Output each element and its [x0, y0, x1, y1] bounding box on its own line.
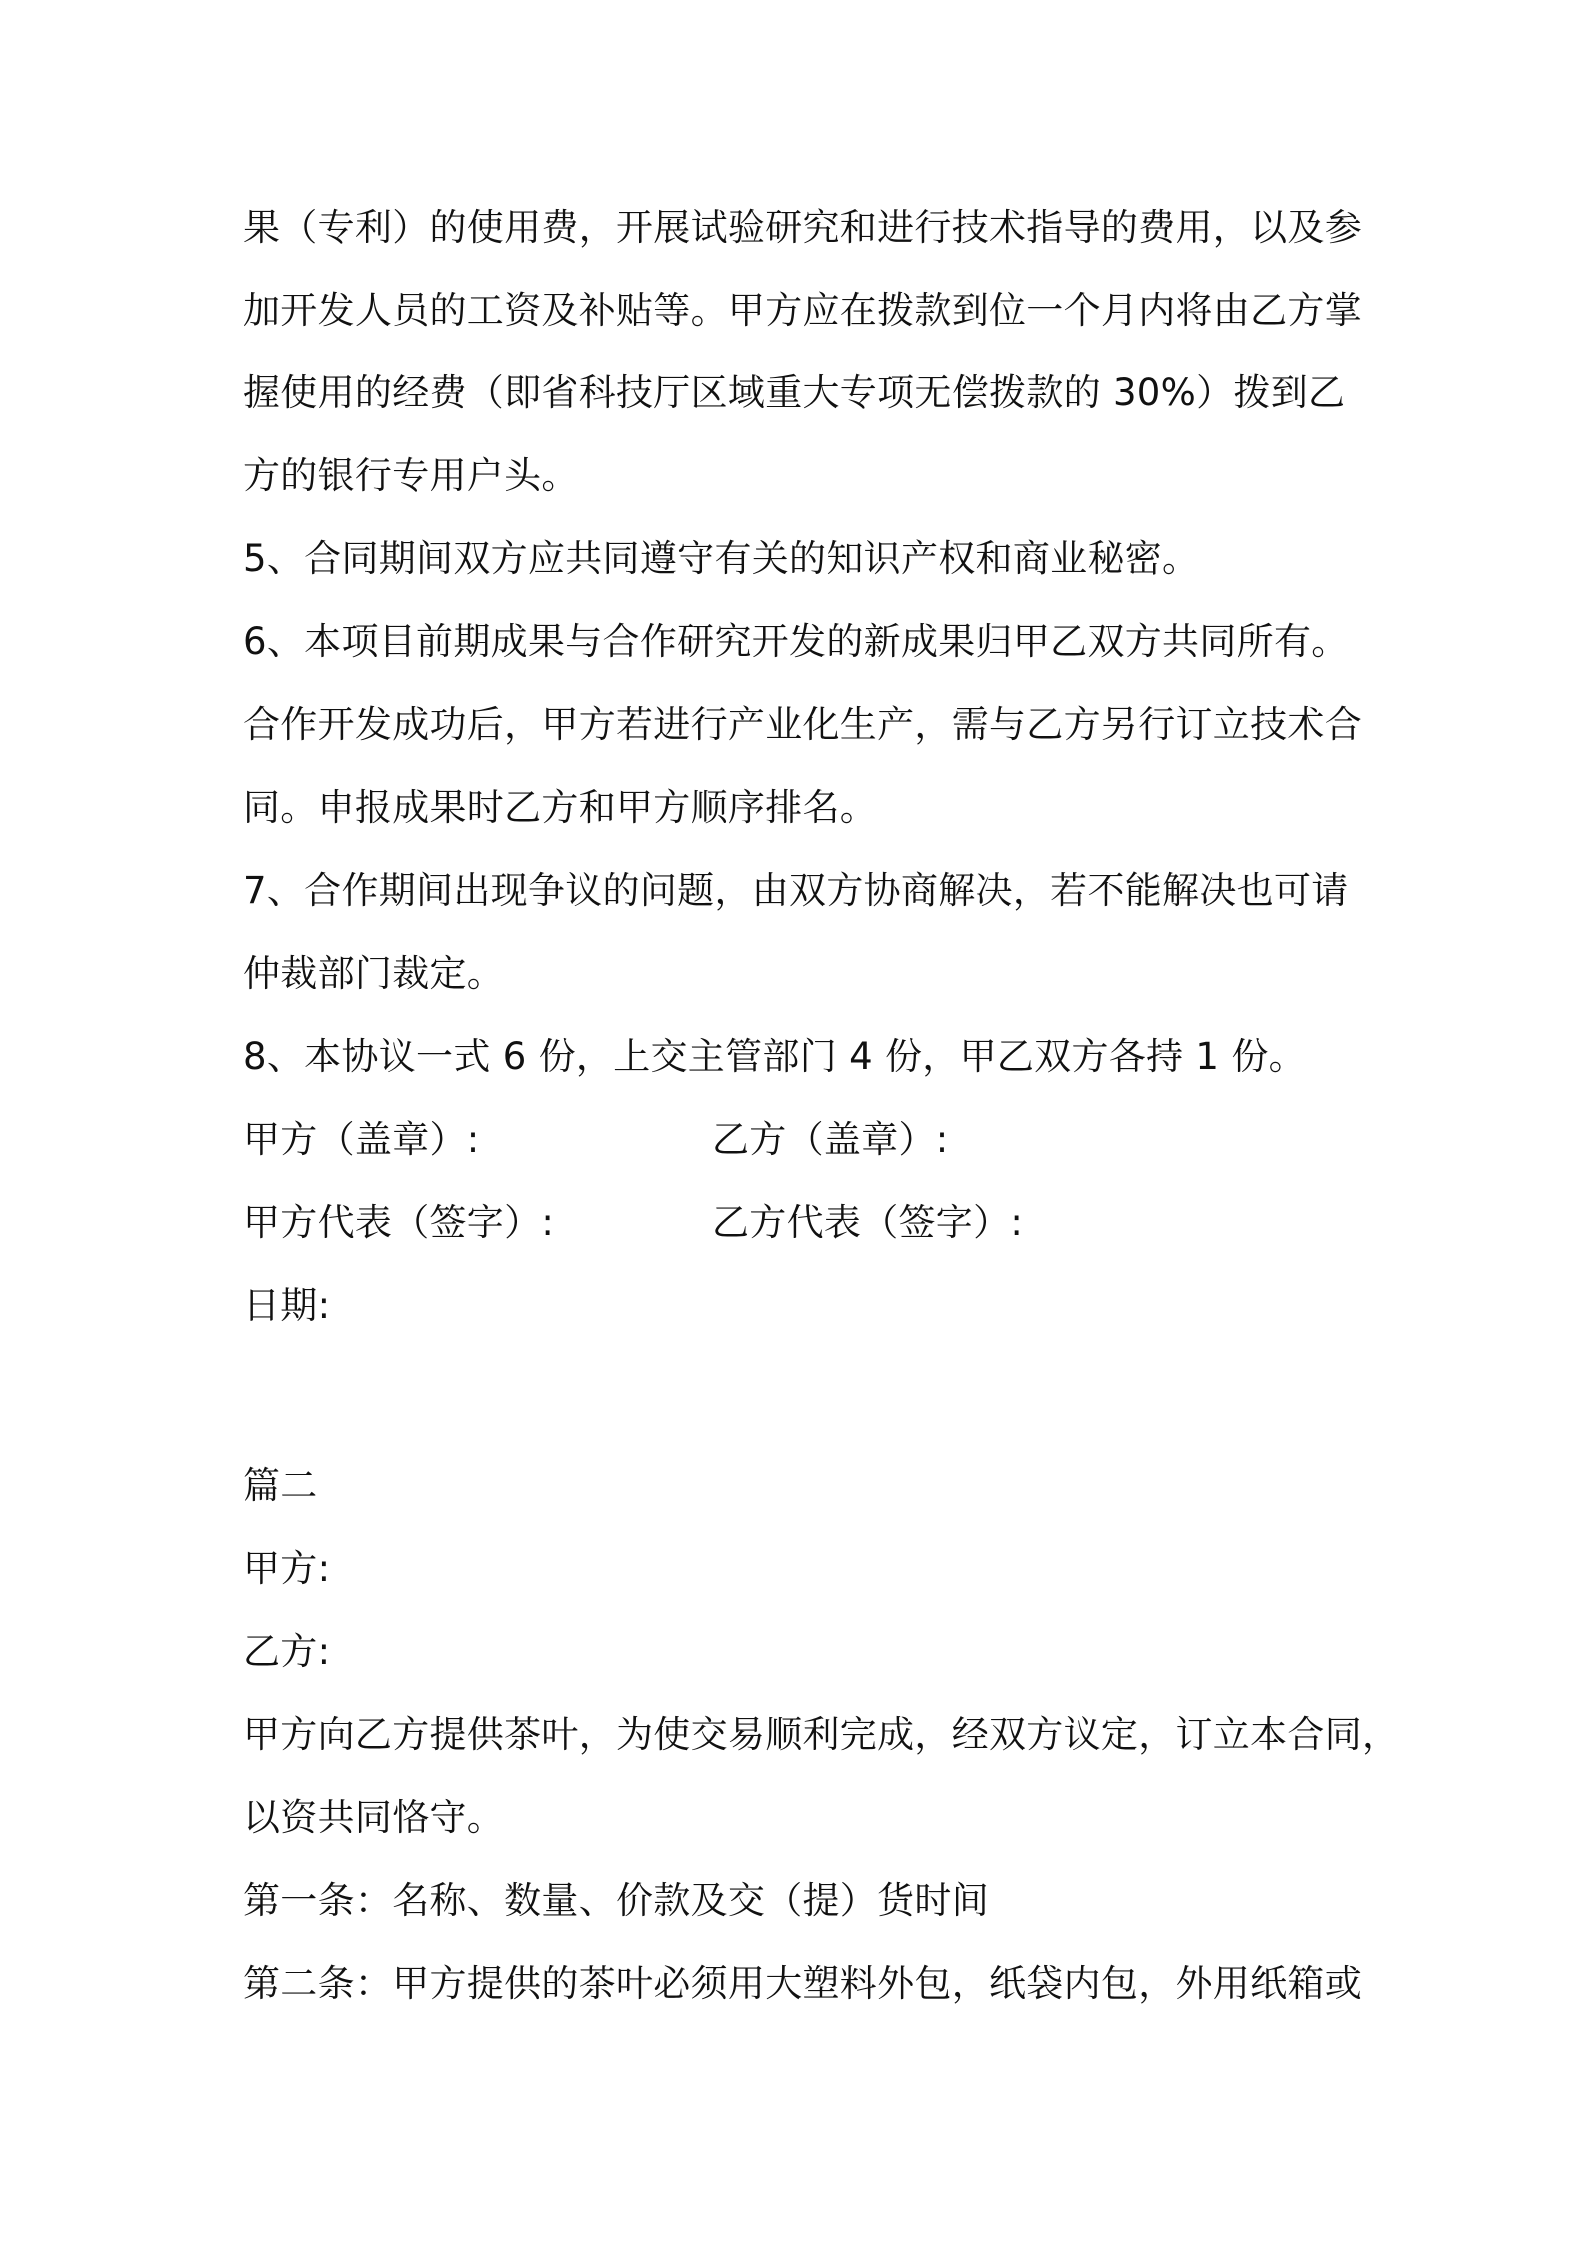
- paragraph-line: 果（专利）的使用费，开展试验研究和进行技术指导的费用，以及参: [243, 206, 1362, 249]
- clause-5: 5、合同期间双方应共同遵守有关的知识产权和商业秘密。: [243, 537, 1200, 580]
- clause-7: 7、合作期间出现争议的问题，由双方协商解决，若不能解决也可请: [243, 869, 1349, 912]
- paragraph-line: 仲裁部门裁定。: [243, 952, 505, 995]
- section-heading: 篇二: [243, 1464, 318, 1507]
- paragraph-line: 以资共同恪守。: [243, 1796, 505, 1839]
- article-1: 第一条：名称、数量、价款及交（提）货时间: [243, 1879, 989, 1922]
- date-label: 日期:: [243, 1284, 331, 1327]
- paragraph-line: 同。申报成果时乙方和甲方顺序排名。: [243, 786, 878, 829]
- paragraph-line: 握使用的经费（即省科技厅区域重大专项无偿拨款的 30%）拨到乙: [243, 371, 1346, 414]
- clause-6: 6、本项目前期成果与合作研究开发的新成果归甲乙双方共同所有。: [243, 620, 1349, 663]
- party-b-seal-label: 乙方（盖章）:: [712, 1118, 949, 1161]
- clause-8: 8、本协议一式 6 份，上交主管部门 4 份，甲乙双方各持 1 份。: [243, 1035, 1306, 1078]
- party-a-label: 甲方:: [243, 1547, 331, 1590]
- paragraph-line: 甲方向乙方提供茶叶，为使交易顺利完成，经双方议定，订立本合同，: [243, 1713, 1400, 1756]
- party-b-rep-label: 乙方代表（签字）:: [712, 1201, 1024, 1244]
- paragraph-line: 方的银行专用户头。: [243, 454, 579, 497]
- party-a-seal-label: 甲方（盖章）:: [243, 1118, 480, 1161]
- paragraph-line: 合作开发成功后，甲方若进行产业化生产，需与乙方另行订立技术合: [243, 703, 1362, 746]
- article-2: 第二条：甲方提供的茶叶必须用大塑料外包，纸袋内包，外用纸箱或: [243, 1962, 1362, 2005]
- party-b-label: 乙方:: [243, 1630, 331, 1673]
- party-a-rep-label: 甲方代表（签字）:: [243, 1201, 555, 1244]
- paragraph-line: 加开发人员的工资及补贴等。甲方应在拨款到位一个月内将由乙方掌: [243, 289, 1362, 332]
